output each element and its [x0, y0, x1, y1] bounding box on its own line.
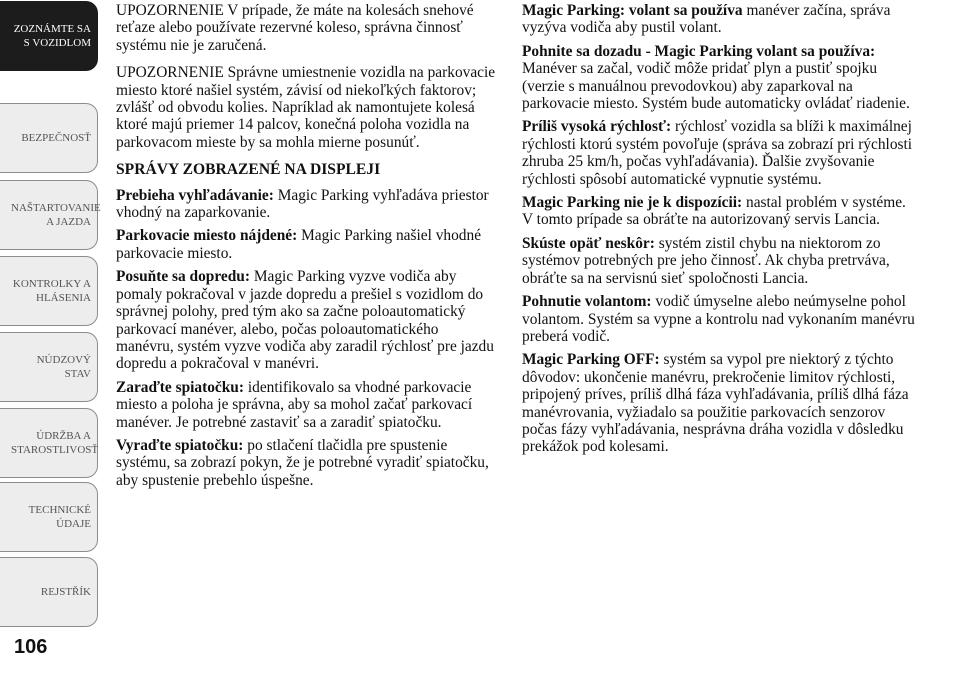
tab-nastartovanie-a-jazda[interactable]	[0, 180, 101, 250]
message-term: Parkovacie miesto nájdené:	[116, 227, 298, 245]
message-term: Pohnite sa dozadu - Magic Parking volant sa používa:	[522, 42, 876, 60]
message-text: manéver začína, správa vyzýva vodiča aby pustil volant.	[522, 2, 891, 37]
left-column	[116, 2, 498, 495]
tab-label: ÚDRŽBA A STAROSTLIVOSŤ	[11, 430, 99, 456]
warning-wheel-size: UPOZORNENIE Správne umiestnenie vozidla na parkovacie miesto ktoré našiel systém, závisí od niekoľkých faktorov; zvlášť od obvodu kolies. Napríklad ak namontujete kolesá ktoré majú priemer 14 palcov, konečná poloha vozidla na parkovacom mieste by sa mohla mierne posunúť.	[116, 64, 496, 151]
chapter-sidebar	[0, 0, 100, 686]
message-term: Pohnutie volantom:	[522, 293, 652, 311]
message-text: systém sa vypol pre niektorý z týchto dôvodov: ukončenie manévru, prekročenie limitov rýchlosti, pripojený príves, príliš dlhá fáza vyhľadávania, príliš dlhá fáza manévrovania, vyžiadalo sa použitie parkovacích senzorov počas fázy vyhľadávania, nesprávna dráha vozidla v dôsledku prekážok pod kolesami.	[522, 351, 909, 456]
message-text: nastal problém v systéme. V tomto prípade sa obráťte na autorizovaný servis Lancia.	[522, 194, 906, 229]
warning-snow-chains: UPOZORNENIE V prípade, že máte na kolesách snehové reťaze alebo používate rezervné koleso, správna činnosť systému nie je zaručená.	[116, 2, 474, 54]
message-item	[522, 118, 916, 188]
message-term: Posuňte sa dopredu:	[116, 268, 250, 286]
message-item	[522, 293, 916, 345]
tab-label: NÚDZOVÝ STAV	[36, 354, 91, 380]
right-column	[522, 2, 916, 462]
tab-nudzovy-stav[interactable]	[0, 332, 98, 402]
message-term: Magic Parking nie je k dispozícii:	[522, 194, 743, 212]
tab-label: TECHNICKÉ ÚDAJE	[28, 504, 91, 530]
message-text: systém zistil chybu na niektorom zo systémov potrebných pre jeho činnosť. Ak chyba pretrváva, obráťte sa na servisnú sieť spoločnosti Lancia.	[522, 234, 890, 287]
tab-label: BEZPEČNOSŤ	[21, 132, 91, 144]
message-term: Prebieha vyhľadávanie:	[116, 186, 274, 204]
message-item	[522, 351, 916, 455]
message-term: Magic Parking: volant sa používa	[522, 2, 743, 19]
tab-kontrolky-a-hlasenia[interactable]	[0, 256, 98, 326]
message-term: Vyraďte spiatočku:	[116, 436, 244, 454]
message-text: Magic Parking našiel vhodné parkovacie miesto.	[116, 227, 482, 262]
message-term: Zaraďte spiatočku:	[116, 378, 244, 396]
message-item	[116, 379, 498, 431]
message-text: Manéver sa začal, vodič môže pridať plyn a pustiť spojku (verzie s manuálnou prevodovkou) aby zaparkoval na parkovacie miesto. Systém bude automaticky ovládať riadenie.	[522, 60, 910, 113]
message-item	[522, 194, 916, 229]
message-text: po stlačení tlačidla pre spustenie systému, sa zobrazí pokyn, že je potrebné vyradiť spiatočku, aby spustenie prebehlo úspešne.	[116, 436, 489, 489]
tab-zoznamte-sa-s-vozidlom[interactable]	[0, 1, 98, 71]
message-term: Magic Parking OFF:	[522, 351, 660, 369]
message-text: identifikovalo sa vhodné parkovacie miesto a poloha je správna, aby sa mohol začať parkovací manéver. Je potrebné zastaviť sa a zaradiť spiatočku.	[116, 378, 473, 431]
tab-label: ZOZNÁMTE SA S VOZIDLOM	[13, 23, 91, 49]
tab-udrzba-a-starostlivost[interactable]	[0, 408, 98, 478]
message-item	[522, 43, 916, 113]
tab-label: NAŠTARTOVANIE A JAZDA	[11, 202, 101, 228]
message-term: Príliš vysoká rýchlosť:	[522, 118, 672, 136]
message-text: vodič úmyselne alebo neúmyselne pohol volantom. Systém sa vypne a kontrolu nad vykonaním manévru preberá vodič.	[522, 293, 915, 345]
message-item	[116, 437, 498, 489]
tab-rejstrik[interactable]	[0, 557, 98, 627]
tab-bezpecnost[interactable]	[0, 103, 98, 173]
message-term: Skúste opäť neskôr:	[522, 234, 655, 252]
tab-label: KONTROLKY A HLÁSENIA	[12, 278, 91, 304]
message-item	[116, 268, 498, 372]
page-number: 106	[14, 636, 48, 658]
tab-label: REJSTŘÍK	[40, 586, 91, 598]
message-item	[522, 2, 916, 37]
section-title: SPRÁVY ZOBRAZENÉ NA DISPLEJI	[116, 161, 381, 179]
message-text: Magic Parking vyhľadáva priestor vhodný na zaparkovanie.	[116, 186, 489, 222]
message-item	[522, 235, 916, 287]
tab-technicke-udaje[interactable]	[0, 482, 98, 552]
message-item	[116, 187, 498, 222]
message-text: Magic Parking vyzve vodiča aby pomaly pokračoval v jazde dopredu a prešiel s vozidlom do správnej polohy, pred tým ako sa začne poloautomatický parkovací manéver, alebo, počas poloautomatického manévru, systém vyzve vodiča aby zaradil rýchlosť pre jazdu dopredu a pokračoval v manévri.	[116, 268, 494, 373]
message-text: rýchlosť vozidla sa blíži k maximálnej rýchlosti ktorú systém povoľuje (správa sa zobrazí pri rýchlosti zhruba 25 km/h, počas vyhľadávania). Ďalšie zvyšovanie rýchlosti spôsobí automatické vypnutie systému.	[522, 118, 913, 188]
message-item	[116, 227, 498, 262]
